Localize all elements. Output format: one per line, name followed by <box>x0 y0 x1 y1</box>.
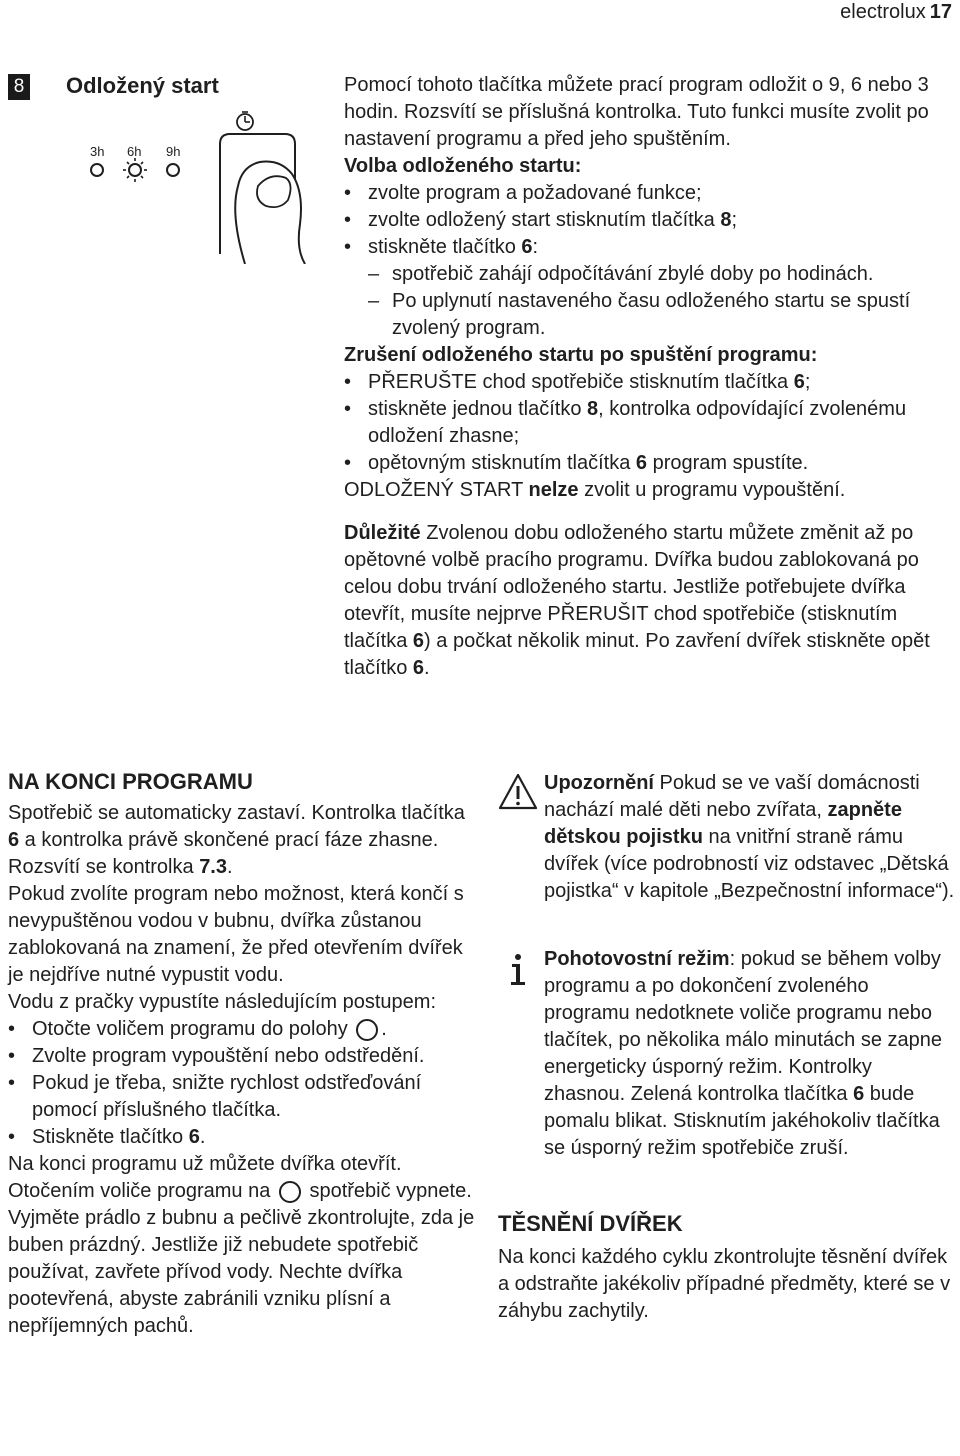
section-title: Odložený start <box>66 73 219 98</box>
delay-start-description <box>344 72 944 682</box>
list-item: • Stiskněte tlačítko 6. <box>8 1124 478 1151</box>
info-icon <box>498 948 538 988</box>
paragraph: Vyjměte prádlo z bubnu a pečlivě zkontrolujte, zda je buben prázdný. Jestliže již nebudete spotřebič používat, zavřete přívod vody. Nechte dvířka pootevřená, abyste zabránili vzniku plísní a nepříjemných pachů. <box>8 1207 475 1337</box>
paragraph: Pokud zvolíte program nebo možnost, která končí s nevypuštěnou vodou v bubnu, dvířka zůstanou zablokovaná na znamení, že před otevřením dvířek je nejdříve nutné vypustit vodu. <box>8 883 464 986</box>
end-of-program-section <box>8 768 478 1340</box>
zruseni-heading: Zrušení odloženého startu po spuštění programu: <box>344 344 818 366</box>
volba-heading: Volba odloženého startu: <box>344 155 582 177</box>
important-note: Důležité Zvolenou dobu odloženého startu můžete změnit až po opětovné volbě pracího programu. Dvířka budou zablokovaná po celou dobu trvání odloženého startu. Jestliže potřebujete dvířka otevřít, musíte nejprve PŘERUŠIT chod spotřebiče (stisknutím tlačítka 6) a počkat několik minut. Po zavření dvířek stiskněte opět tlačítko 6. <box>344 522 930 679</box>
info-notice <box>498 946 956 1162</box>
page-number: 17 <box>929 1 952 23</box>
label-6h: 6h <box>127 144 142 159</box>
paragraph: Vodu z pračky vypustíte následujícím postupem: <box>8 991 436 1013</box>
label-9h: 9h <box>166 144 181 159</box>
section-number: 8 <box>8 74 30 100</box>
sub-list-item: – Po uplynutí nastaveného času odloženého startu se spustí zvolený program. <box>344 288 944 342</box>
list-item: • Zvolte program vypouštění nebo odstředění. <box>8 1043 478 1070</box>
door-seal-section <box>498 1210 956 1325</box>
list-item: • zvolte program a požadované funkce; <box>344 180 944 207</box>
paragraph: Na konci programu už můžete dvířka otevřít. Otočením voliče programu na spotřebič vypnete. <box>8 1153 472 1202</box>
indicator-6h-lit-icon <box>123 158 147 182</box>
off-position-icon <box>279 1181 301 1203</box>
warning-notice <box>498 770 956 905</box>
label-3h: 3h <box>90 144 105 159</box>
warning-triangle-icon <box>498 772 538 812</box>
paragraph: Na konci každého cyklu zkontrolujte těsnění dvířek a odstraňte jakékoliv případné předměty, které se v záhybu zachytily. <box>498 1246 951 1322</box>
page-header <box>840 0 952 24</box>
list-item: • Pokud je třeba, snižte rychlost odstřeďování pomocí příslušného tlačítka. <box>8 1070 478 1124</box>
off-position-icon <box>356 1019 378 1041</box>
intro-text: Pomocí tohoto tlačítka můžete prací program odložit o 9, 6 nebo 3 hodin. Rozsvítí se příslušná kontrolka. Tuto funkci musíte zvolit po nastavení programu a před jeho spuštěním. <box>344 74 929 150</box>
indicator-3h-icon <box>91 164 103 176</box>
warning-text: Upozornění Pokud se ve vaší domácnosti nachází malé děti nebo zvířata, zapněte dětskou pojistku na vnitřní straně rámu dvířek (více podrobností viz odstavec „Dětská pojistka“ v kapitole „Bezpečnostní informace“). <box>544 772 955 902</box>
list-item: • PŘERUŠTE chod spotřebiče stisknutím tlačítka 6; <box>344 369 944 396</box>
section-heading: TĚSNĚNÍ DVÍŘEK <box>498 1211 683 1236</box>
delay-start-button-illustration <box>80 104 320 264</box>
sub-list-item: – spotřebič zahájí odpočítávání zbylé doby po hodinách. <box>344 261 944 288</box>
list-item: • Otočte voličem programu do polohy . <box>8 1016 478 1043</box>
list-item: • stiskněte jednou tlačítko 8, kontrolka odpovídající zvolenému odložení zhasne; <box>344 396 944 450</box>
drain-note: ODLOŽENÝ START nelze zvolit u programu vypouštění. <box>344 479 846 501</box>
list-item: • opětovným stisknutím tlačítka 6 program spustíte. <box>344 450 944 477</box>
section-heading: NA KONCI PROGRAMU <box>8 769 253 794</box>
indicator-9h-icon <box>167 164 179 176</box>
paragraph: Spotřebič se automaticky zastaví. Kontrolka tlačítka 6 a kontrolka právě skončené prací fáze zhasne. Rozsvítí se kontrolka 7.3. <box>8 802 465 878</box>
info-text: Pohotovostní režim: pokud se během volby programu a po dokončení zvoleného programu nedotknete voliče programu nebo tlačítek, po několika málo minutách se zapne energeticky úsporný režim. Kontrolky zhasnou. Zelená kontrolka tlačítka 6 bude pomalu blikat. Stisknutím jakéhokoliv tlačítka se úsporný režim spotřebiče zruší. <box>544 948 942 1159</box>
brand-name: electrolux <box>840 1 926 23</box>
list-item: • stiskněte tlačítko 6: <box>344 234 944 261</box>
clock-icon <box>237 112 253 130</box>
list-item: • zvolte odložený start stisknutím tlačítka 8; <box>344 207 944 234</box>
